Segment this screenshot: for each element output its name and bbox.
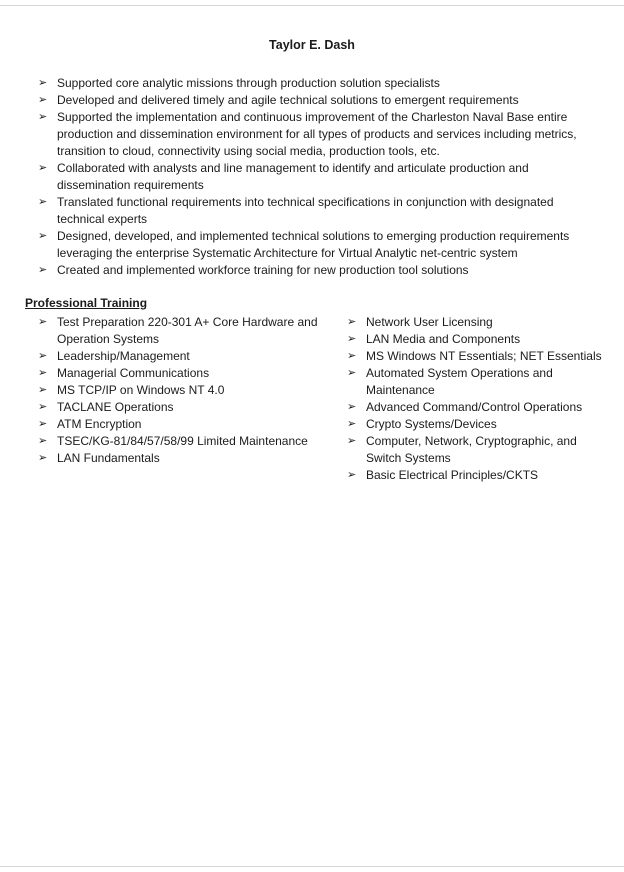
bullet-text: LAN Media and Components <box>366 332 521 346</box>
bullet-text: TACLANE Operations <box>57 400 174 414</box>
bullet-item <box>38 433 347 450</box>
bullet-text: Network User Licensing <box>366 315 493 329</box>
bullet-arrow-icon: ➢ <box>38 435 48 447</box>
bullet-arrow-icon: ➢ <box>38 94 48 106</box>
bullet-item <box>347 416 602 433</box>
bullet-arrow-icon: ➢ <box>347 316 357 328</box>
bullet-text: Supported core analytic missions through production solution specialists <box>57 76 440 90</box>
bullet-item <box>38 92 602 109</box>
resume-page <box>0 5 624 867</box>
bullet-arrow-icon: ➢ <box>38 196 48 208</box>
bullet-text: Crypto Systems/Devices <box>366 417 497 431</box>
bullet-item <box>38 109 602 160</box>
bullet-text: Advanced Command/Control Operations <box>366 400 583 414</box>
bullet-item <box>347 433 602 467</box>
bullet-text: Managerial Communications <box>57 366 210 380</box>
bullet-arrow-icon: ➢ <box>38 316 48 328</box>
bullet-item <box>347 467 602 484</box>
bullet-text: LAN Fundamentals <box>57 451 160 465</box>
bullet-item <box>38 399 347 416</box>
bullet-item <box>347 365 602 399</box>
bullet-arrow-icon: ➢ <box>347 333 357 345</box>
training-section <box>38 314 602 484</box>
bullet-item <box>38 348 347 365</box>
bullet-arrow-icon: ➢ <box>38 162 48 174</box>
bullet-text: ATM Encryption <box>57 417 142 431</box>
bullet-arrow-icon: ➢ <box>38 350 48 362</box>
bullet-item <box>38 75 602 92</box>
bullet-text: Leadership/Management <box>57 349 190 363</box>
bullet-text: MS TCP/IP on Windows NT 4.0 <box>57 383 225 397</box>
bullet-text: Basic Electrical Principles/CKTS <box>366 468 539 482</box>
training-left-list <box>38 314 347 484</box>
bullet-item <box>38 382 347 399</box>
bullet-item <box>38 160 602 194</box>
bullet-arrow-icon: ➢ <box>38 418 48 430</box>
bullet-text: Collaborated with analysts and line management to identify and articulate production and dissemination requirements <box>57 161 529 192</box>
bullet-item <box>347 348 602 365</box>
bullet-item <box>38 262 602 279</box>
bullet-text: TSEC/KG-81/84/57/58/99 Limited Maintenance <box>57 434 308 448</box>
bullet-arrow-icon: ➢ <box>347 469 357 481</box>
training-right-list <box>347 314 602 484</box>
summary-list <box>38 75 602 279</box>
bullet-arrow-icon: ➢ <box>347 418 357 430</box>
bullet-arrow-icon: ➢ <box>38 77 48 89</box>
bullet-arrow-icon: ➢ <box>38 111 48 123</box>
bullet-item <box>38 314 347 348</box>
bullet-arrow-icon: ➢ <box>347 367 357 379</box>
bullet-text: Test Preparation 220-301 A+ Core Hardware and Operation Systems <box>57 315 318 346</box>
bullet-item <box>38 365 347 382</box>
bullet-arrow-icon: ➢ <box>347 435 357 447</box>
bullet-item <box>347 314 602 331</box>
bullet-text: MS Windows NT Essentials; NET Essentials <box>366 349 602 363</box>
bullet-text: Computer, Network, Cryptographic, and Switch Systems <box>366 434 577 465</box>
bullet-text: Automated System Operations and Maintenance <box>366 366 553 397</box>
bullet-arrow-icon: ➢ <box>38 230 48 242</box>
bullet-text: Developed and delivered timely and agile technical solutions to emergent requirements <box>57 93 519 107</box>
bullet-arrow-icon: ➢ <box>38 452 48 464</box>
bullet-arrow-icon: ➢ <box>38 264 48 276</box>
bullet-arrow-icon: ➢ <box>38 401 48 413</box>
bullet-arrow-icon: ➢ <box>38 384 48 396</box>
bullet-item <box>347 331 602 348</box>
bullet-arrow-icon: ➢ <box>347 401 357 413</box>
bullet-text: Designed, developed, and implemented technical solutions to emerging production requirements leveraging the enterprise Systematic Architecture for Virtual Analytic net-centric system <box>57 229 570 260</box>
bullet-arrow-icon: ➢ <box>347 350 357 362</box>
bullet-item <box>38 416 347 433</box>
training-heading: Professional Training <box>25 296 148 310</box>
bullet-item <box>347 399 602 416</box>
bullet-item <box>38 194 602 228</box>
bullet-item <box>38 450 347 467</box>
page-title: Taylor E. Dash <box>269 38 355 52</box>
bullet-text: Supported the implementation and continuous improvement of the Charleston Naval Base entire production and dissemination environment for all types of products and services including metrics, transition to cloud, connectivity using social media, production tools, etc. <box>57 110 577 158</box>
bullet-item <box>38 228 602 262</box>
bullet-text: Translated functional requirements into technical specifications in conjunction with designated technical experts <box>57 195 554 226</box>
bullet-text: Created and implemented workforce training for new production tool solutions <box>57 263 469 277</box>
bullet-arrow-icon: ➢ <box>38 367 48 379</box>
